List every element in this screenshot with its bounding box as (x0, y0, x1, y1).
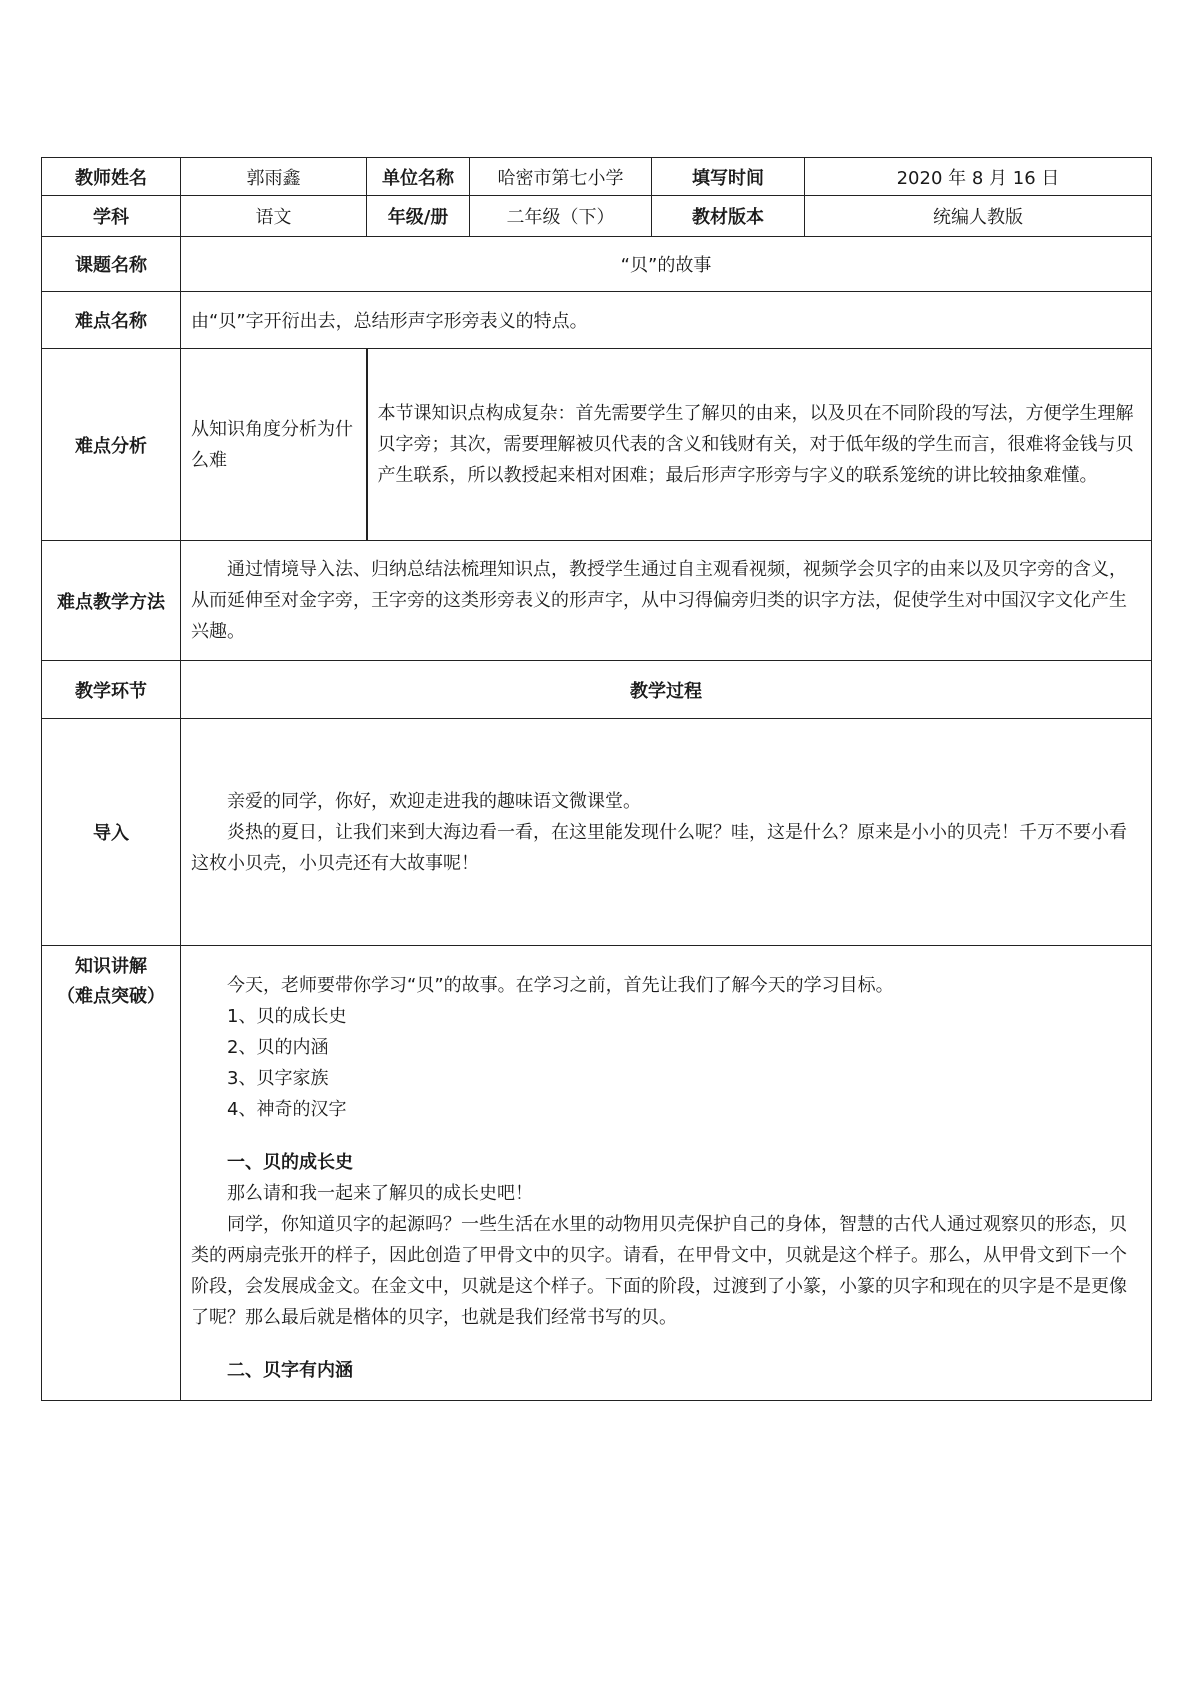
knowledge-label-line-2: （难点突破） (57, 986, 165, 1007)
method-label: 难点教学方法 (42, 541, 181, 661)
intro-content (181, 719, 1152, 946)
topic-label: 课题名称 (42, 237, 181, 292)
goal-item: 4、神奇的汉字 (227, 1099, 347, 1120)
teacher-name-label: 教师姓名 (42, 158, 181, 196)
intro-label: 导入 (42, 719, 181, 946)
intro-paragraph-1: 亲爱的同学，你好，欢迎走进我的趣味语文微课堂。 (227, 790, 641, 812)
method-row (42, 541, 1152, 661)
header-row-1 (42, 158, 1152, 196)
teacher-name-value: 郭雨鑫 (181, 158, 367, 196)
intro-row (42, 719, 1152, 946)
section-1-title: 一、贝的成长史 (227, 1152, 353, 1173)
subject-value: 语文 (181, 196, 367, 237)
analysis-label: 难点分析 (42, 349, 181, 541)
grade-value: 二年级（下） (470, 196, 652, 237)
edition-label: 教材版本 (652, 196, 805, 237)
goal-item: 1、贝的成长史 (227, 1006, 347, 1027)
analysis-text: 本节课知识点构成复杂：首先需要学生了解贝的由来，以及贝在不同阶段的写法，方便学生理解贝字旁；其次，需要理解被贝代表的含义和钱财有关，对于低年级的学生而言，很难将金钱与贝产生联系，所以教授起来相对困难；最后形声字形旁与字义的联系笼统的讲比较抽象难懂。 (367, 349, 1152, 541)
topic-row (42, 237, 1152, 292)
grade-label: 年级/册 (367, 196, 470, 237)
difficulty-value: 由“贝”字开衍出去，总结形声字形旁表义的特点。 (181, 292, 1152, 349)
knowledge-label (42, 946, 181, 1401)
subject-label: 学科 (42, 196, 181, 237)
knowledge-label-line-1: 知识讲解 (75, 956, 147, 977)
difficulty-row (42, 292, 1152, 349)
intro-paragraph-2: 炎热的夏日，让我们来到大海边看一看，在这里能发现什么呢？哇，这是什么？原来是小小的贝壳！千万不要小看这枚小贝壳，小贝壳还有大故事呢！ (191, 821, 1127, 874)
goal-item: 2、贝的内涵 (227, 1037, 329, 1058)
analysis-row (42, 349, 1152, 541)
goal-item: 3、贝字家族 (227, 1068, 329, 1089)
method-text: 通过情境导入法、归纳总结法梳理知识点，教授学生通过自主观看视频，视频学会贝字的由来以及贝字旁的含义，从而延伸至对金字旁，王字旁的这类形旁表义的形声字，从中习得偏旁归类的识字方法，促使学生对中国汉字文化产生兴趣。 (181, 541, 1152, 661)
difficulty-label: 难点名称 (42, 292, 181, 349)
process-header-value: 教学过程 (181, 661, 1152, 719)
topic-value: “贝”的故事 (181, 237, 1152, 292)
header-row-2 (42, 196, 1152, 237)
unit-name-label: 单位名称 (367, 158, 470, 196)
knowledge-content (181, 946, 1152, 1401)
process-stage-label: 教学环节 (42, 661, 181, 719)
analysis-sub-label: 从知识角度分析为什么难 (181, 349, 367, 541)
edition-value: 统编人教版 (805, 196, 1152, 237)
date-label: 填写时间 (652, 158, 805, 196)
date-value: 2020 年 8 月 16 日 (805, 158, 1152, 196)
knowledge-row (42, 946, 1152, 1401)
knowledge-intro: 今天，老师要带你学习“贝”的故事。在学习之前，首先让我们了解今天的学习目标。 (227, 975, 894, 996)
process-header-row (42, 661, 1152, 719)
section-1-paragraph-2: 同学，你知道贝字的起源吗？一些生活在水里的动物用贝壳保护自己的身体，智慧的古代人通过观察贝的形态，贝类的两扇壳张开的样子，因此创造了甲骨文中的贝字。请看，在甲骨文中，贝就是这个样子。那么，从甲骨文到下一个阶段，会发展成金文。在金文中，贝就是这个样子。下面的阶段，过渡到了小篆，小篆的贝字和现在的贝字是不是更像了呢？那么最后就是楷体的贝字，也就是我们经常书写的贝。 (191, 1214, 1127, 1328)
section-2-title: 二、贝字有内涵 (227, 1360, 353, 1381)
unit-name-value: 哈密市第七小学 (470, 158, 652, 196)
lesson-plan-table (41, 157, 1152, 1401)
section-1-paragraph-1: 那么请和我一起来了解贝的成长史吧！ (227, 1183, 533, 1204)
